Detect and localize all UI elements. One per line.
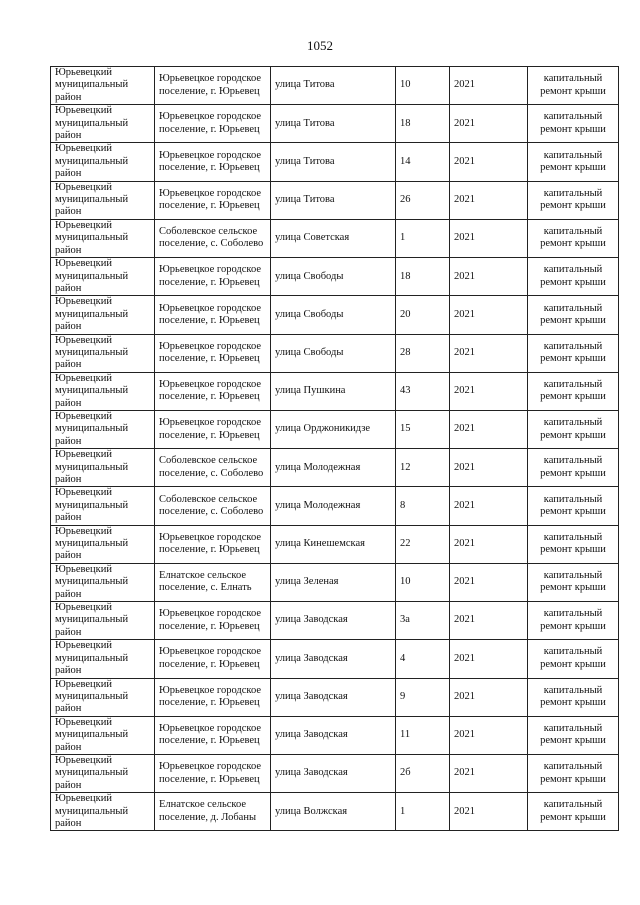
work-type-cell-text: капитальный ремонт крыши <box>540 417 606 441</box>
house-number-cell-text: 15 <box>400 423 411 435</box>
street-cell <box>271 219 396 257</box>
settlement-cell-text: Соболевское сельское поселение, с. Соболево <box>159 226 264 250</box>
table-row <box>51 67 619 105</box>
settlement-cell-text: Юрьевецкое городское поселение, г. Юрьевец <box>159 73 262 97</box>
work-type-cell-text: капитальный ремонт крыши <box>540 646 606 670</box>
house-number-cell-text: 28 <box>400 346 411 358</box>
house-number-cell <box>396 219 450 257</box>
district-cell <box>51 181 155 219</box>
year-cell-text: 2021 <box>454 538 475 550</box>
table-row <box>51 105 619 143</box>
district-cell <box>51 258 155 296</box>
house-number-cell-text: 26 <box>400 194 411 206</box>
street-cell-text: улица Кинешемская <box>275 538 365 550</box>
street-cell <box>271 372 396 410</box>
street-cell-text: улица Пушкина <box>275 385 346 397</box>
settlement-cell <box>155 793 271 831</box>
work-type-cell-text: капитальный ремонт крыши <box>540 226 606 250</box>
year-cell <box>450 296 528 334</box>
district-cell-text: Юрьевецкий муниципальный район <box>55 143 129 180</box>
settlement-cell <box>155 105 271 143</box>
work-type-cell-text: капитальный ремонт крыши <box>540 302 606 326</box>
work-type-cell-text: капитальный ремонт крыши <box>540 340 606 365</box>
work-type-cell-text: капитальный ремонт крыши <box>540 722 606 747</box>
work-type-cell-text: капитальный ремонт крыши <box>540 264 606 288</box>
house-number-cell <box>396 258 450 296</box>
house-number-cell <box>396 410 450 448</box>
district-cell-text: Юрьевецкий муниципальный район <box>55 525 129 562</box>
settlement-cell-text: Юрьевецкое городское поселение, г. Юрьевец <box>159 531 262 556</box>
settlement-cell-text: Юрьевецкое городское поселение, г. Юрьевец <box>159 417 262 441</box>
year-cell <box>450 143 528 181</box>
year-cell-text: 2021 <box>454 461 475 473</box>
year-cell <box>450 105 528 143</box>
house-number-cell-text: 12 <box>400 461 411 473</box>
settlement-cell-text: Юрьевецкое городское поселение, г. Юрьевец <box>159 302 262 326</box>
house-number-cell-text: 1 <box>400 232 406 244</box>
settlement-cell <box>155 602 271 640</box>
settlement-cell <box>155 754 271 792</box>
street-cell <box>271 105 396 143</box>
year-cell-text: 2021 <box>454 270 475 282</box>
table-row <box>51 754 619 792</box>
year-cell-text: 2021 <box>454 614 475 626</box>
district-cell-text: Юрьевецкий муниципальный район <box>55 219 129 256</box>
district-cell <box>51 105 155 143</box>
house-number-cell <box>396 449 450 487</box>
year-cell <box>450 334 528 372</box>
work-type-cell <box>528 372 619 410</box>
district-cell <box>51 372 155 410</box>
settlement-cell-text: Елнатское сельское поселение, с. Елнать <box>159 570 252 594</box>
house-number-cell <box>396 602 450 640</box>
year-cell-text: 2021 <box>454 308 475 320</box>
street-cell <box>271 67 396 105</box>
house-number-cell <box>396 372 450 410</box>
work-type-cell-text: капитальный ремонт крыши <box>540 570 606 594</box>
settlement-cell <box>155 449 271 487</box>
settlement-cell <box>155 487 271 525</box>
table-row <box>51 716 619 754</box>
district-cell <box>51 716 155 754</box>
work-type-cell <box>528 334 619 372</box>
district-cell-text: Юрьевецкий муниципальный район <box>55 181 129 218</box>
year-cell <box>450 640 528 678</box>
settlement-cell-text: Юрьевецкое городское поселение, г. Юрьевец <box>159 378 262 403</box>
table-row <box>51 296 619 334</box>
year-cell-text: 2021 <box>454 576 475 588</box>
house-number-cell-text: 18 <box>400 117 411 129</box>
district-cell <box>51 793 155 831</box>
street-cell-text: улица Заводская <box>275 767 348 779</box>
street-cell <box>271 181 396 219</box>
work-type-cell <box>528 410 619 448</box>
district-cell-text: Юрьевецкий муниципальный район <box>55 296 129 333</box>
work-type-cell <box>528 716 619 754</box>
street-cell <box>271 793 396 831</box>
settlement-cell-text: Юрьевецкое городское поселение, г. Юрьевец <box>159 340 262 365</box>
year-cell-text: 2021 <box>454 690 475 702</box>
house-number-cell-text: 10 <box>400 79 411 91</box>
work-type-cell <box>528 754 619 792</box>
settlement-cell <box>155 372 271 410</box>
house-number-cell-text: 18 <box>400 270 411 282</box>
settlement-cell-text: Юрьевецкое городское поселение, г. Юрьевец <box>159 111 262 135</box>
settlement-cell <box>155 219 271 257</box>
house-number-cell <box>396 296 450 334</box>
street-cell-text: улица Заводская <box>275 652 348 664</box>
house-number-cell <box>396 678 450 716</box>
district-cell <box>51 754 155 792</box>
district-cell-text: Юрьевецкий муниципальный район <box>55 678 129 715</box>
street-cell <box>271 525 396 563</box>
street-cell <box>271 487 396 525</box>
year-cell <box>450 449 528 487</box>
street-cell <box>271 678 396 716</box>
street-cell <box>271 716 396 754</box>
street-cell <box>271 334 396 372</box>
district-cell-text: Юрьевецкий муниципальный район <box>55 487 129 524</box>
work-type-cell <box>528 449 619 487</box>
year-cell <box>450 487 528 525</box>
house-number-cell <box>396 334 450 372</box>
district-cell <box>51 67 155 105</box>
district-cell <box>51 449 155 487</box>
year-cell <box>450 181 528 219</box>
district-cell <box>51 487 155 525</box>
work-type-cell <box>528 105 619 143</box>
house-number-cell-text: 20 <box>400 308 411 320</box>
year-cell <box>450 754 528 792</box>
house-number-cell <box>396 525 450 563</box>
registry-table <box>50 66 619 831</box>
district-cell-text: Юрьевецкий муниципальный район <box>55 334 129 371</box>
district-cell-text: Юрьевецкий муниципальный район <box>55 258 129 294</box>
table-row <box>51 410 619 448</box>
house-number-cell-text: 1 <box>400 805 406 817</box>
registry-table-body <box>51 67 619 831</box>
settlement-cell-text: Юрьевецкое городское поселение, г. Юрьевец <box>159 608 262 632</box>
year-cell <box>450 410 528 448</box>
settlement-cell <box>155 563 271 601</box>
year-cell-text: 2021 <box>454 652 475 664</box>
page-number: 1052 <box>307 38 333 53</box>
year-cell <box>450 67 528 105</box>
street-cell-text: улица Волжская <box>275 805 348 817</box>
settlement-cell-text: Юрьевецкое городское поселение, г. Юрьевец <box>159 264 262 288</box>
year-cell <box>450 678 528 716</box>
year-cell <box>450 793 528 831</box>
table-row <box>51 219 619 257</box>
settlement-cell <box>155 716 271 754</box>
settlement-cell <box>155 296 271 334</box>
year-cell-text: 2021 <box>454 499 475 511</box>
house-number-cell <box>396 105 450 143</box>
district-cell <box>51 296 155 334</box>
year-cell <box>450 563 528 601</box>
work-type-cell-text: капитальный ремонт крыши <box>540 761 606 785</box>
work-type-cell <box>528 563 619 601</box>
district-cell <box>51 640 155 678</box>
work-type-cell <box>528 67 619 105</box>
street-cell-text: улица Свободы <box>275 346 344 358</box>
district-cell <box>51 563 155 601</box>
table-row <box>51 525 619 563</box>
work-type-cell-text: капитальный ремонт крыши <box>540 493 606 518</box>
settlement-cell-text: Юрьевецкое городское поселение, г. Юрьевец <box>159 761 262 785</box>
year-cell-text: 2021 <box>454 423 475 435</box>
year-cell-text: 2021 <box>454 194 475 206</box>
year-cell <box>450 716 528 754</box>
district-cell-text: Юрьевецкий муниципальный район <box>55 67 129 103</box>
work-type-cell <box>528 793 619 831</box>
table-row <box>51 372 619 410</box>
work-type-cell-text: капитальный ремонт крыши <box>540 111 606 135</box>
district-cell-text: Юрьевецкий муниципальный район <box>55 754 129 791</box>
settlement-cell-text: Соболевское сельское поселение, с. Соболево <box>159 455 264 479</box>
year-cell <box>450 525 528 563</box>
settlement-cell-text: Юрьевецкое городское поселение, г. Юрьевец <box>159 149 262 174</box>
street-cell-text: улица Заводская <box>275 690 348 702</box>
street-cell-text: улица Молодежная <box>275 499 361 511</box>
house-number-cell <box>396 67 450 105</box>
street-cell-text: улица Титова <box>275 155 335 167</box>
settlement-cell <box>155 678 271 716</box>
work-type-cell <box>528 143 619 181</box>
district-cell <box>51 410 155 448</box>
work-type-cell <box>528 296 619 334</box>
house-number-cell-text: 14 <box>400 155 411 167</box>
work-type-cell-text: капитальный ремонт крыши <box>540 378 606 403</box>
street-cell <box>271 258 396 296</box>
house-number-cell-text: 22 <box>400 538 411 550</box>
settlement-cell <box>155 258 271 296</box>
work-type-cell-text: капитальный ремонт крыши <box>540 73 606 97</box>
district-cell-text: Юрьевецкий муниципальный район <box>55 372 129 409</box>
table-row <box>51 449 619 487</box>
district-cell-text: Юрьевецкий муниципальный район <box>55 602 129 638</box>
year-cell-text: 2021 <box>454 767 475 779</box>
settlement-cell-text: Елнатское сельское поселение, д. Лобаны <box>159 799 257 823</box>
work-type-cell-text: капитальный ремонт крыши <box>540 455 606 479</box>
house-number-cell <box>396 793 450 831</box>
work-type-cell <box>528 219 619 257</box>
work-type-cell-text: капитальный ремонт крыши <box>540 531 606 556</box>
house-number-cell-text: 10 <box>400 576 411 588</box>
work-type-cell-text: капитальный ремонт крыши <box>540 684 606 709</box>
table-row <box>51 602 619 640</box>
district-cell-text: Юрьевецкий муниципальный район <box>55 105 129 142</box>
street-cell-text: улица Свободы <box>275 270 344 282</box>
settlement-cell-text: Юрьевецкое городское поселение, г. Юрьевец <box>159 684 262 709</box>
settlement-cell <box>155 410 271 448</box>
year-cell-text: 2021 <box>454 346 475 358</box>
year-cell <box>450 258 528 296</box>
street-cell-text: улица Титова <box>275 117 335 129</box>
table-row <box>51 334 619 372</box>
house-number-cell <box>396 716 450 754</box>
street-cell-text: улица Титова <box>275 194 335 206</box>
year-cell-text: 2021 <box>454 385 475 397</box>
street-cell-text: улица Молодежная <box>275 461 361 473</box>
house-number-cell <box>396 640 450 678</box>
settlement-cell-text: Соболевское сельское поселение, с. Соболево <box>159 493 264 518</box>
year-cell <box>450 219 528 257</box>
district-cell <box>51 678 155 716</box>
district-cell-text: Юрьевецкий муниципальный район <box>55 563 129 600</box>
settlement-cell <box>155 67 271 105</box>
work-type-cell <box>528 181 619 219</box>
work-type-cell <box>528 640 619 678</box>
street-cell-text: улица Советская <box>275 232 350 244</box>
table-row <box>51 563 619 601</box>
district-cell <box>51 602 155 640</box>
house-number-cell <box>396 487 450 525</box>
work-type-cell <box>528 525 619 563</box>
settlement-cell <box>155 334 271 372</box>
street-cell <box>271 449 396 487</box>
street-cell <box>271 602 396 640</box>
work-type-cell-text: капитальный ремонт крыши <box>540 149 606 174</box>
house-number-cell-text: 4 <box>400 652 406 664</box>
district-cell-text: Юрьевецкий муниципальный район <box>55 449 129 485</box>
street-cell-text: улица Титова <box>275 79 335 91</box>
house-number-cell-text: 2б <box>400 767 411 779</box>
house-number-cell <box>396 143 450 181</box>
settlement-cell-text: Юрьевецкое городское поселение, г. Юрьевец <box>159 722 262 747</box>
settlement-cell <box>155 640 271 678</box>
work-type-cell-text: капитальный ремонт крыши <box>540 799 606 823</box>
table-row <box>51 640 619 678</box>
work-type-cell <box>528 678 619 716</box>
year-cell-text: 2021 <box>454 155 475 167</box>
year-cell-text: 2021 <box>454 232 475 244</box>
house-number-cell-text: 9 <box>400 690 406 702</box>
settlement-cell <box>155 143 271 181</box>
district-cell-text: Юрьевецкий муниципальный район <box>55 716 129 753</box>
table-row <box>51 258 619 296</box>
house-number-cell-text: 11 <box>400 729 411 741</box>
work-type-cell-text: капитальный ремонт крыши <box>540 608 606 632</box>
work-type-cell <box>528 258 619 296</box>
district-cell-text: Юрьевецкий муниципальный район <box>55 793 129 829</box>
year-cell <box>450 372 528 410</box>
house-number-cell-text: 3а <box>400 614 410 626</box>
street-cell-text: улица Зеленая <box>275 576 339 588</box>
street-cell-text: улица Заводская <box>275 614 348 626</box>
table-row <box>51 181 619 219</box>
table-row <box>51 793 619 831</box>
table-row <box>51 143 619 181</box>
district-cell <box>51 219 155 257</box>
work-type-cell-text: капитальный ремонт крыши <box>540 187 606 212</box>
street-cell <box>271 563 396 601</box>
year-cell <box>450 602 528 640</box>
year-cell-text: 2021 <box>454 805 475 817</box>
settlement-cell <box>155 525 271 563</box>
year-cell-text: 2021 <box>454 79 475 91</box>
street-cell-text: улица Свободы <box>275 308 344 320</box>
house-number-cell-text: 8 <box>400 499 406 511</box>
house-number-cell <box>396 181 450 219</box>
work-type-cell <box>528 602 619 640</box>
street-cell <box>271 410 396 448</box>
street-cell <box>271 296 396 334</box>
table-row <box>51 487 619 525</box>
house-number-cell <box>396 754 450 792</box>
street-cell <box>271 754 396 792</box>
settlement-cell-text: Юрьевецкое городское поселение, г. Юрьевец <box>159 187 262 212</box>
work-type-cell <box>528 487 619 525</box>
district-cell-text: Юрьевецкий муниципальный район <box>55 410 129 447</box>
street-cell-text: улица Орджоникидзе <box>275 423 371 435</box>
settlement-cell-text: Юрьевецкое городское поселение, г. Юрьевец <box>159 646 262 670</box>
year-cell-text: 2021 <box>454 117 475 129</box>
district-cell <box>51 334 155 372</box>
street-cell-text: улица Заводская <box>275 729 348 741</box>
year-cell-text: 2021 <box>454 729 475 741</box>
street-cell <box>271 143 396 181</box>
table-row <box>51 678 619 716</box>
district-cell <box>51 525 155 563</box>
house-number-cell-text: 43 <box>400 385 411 397</box>
district-cell-text: Юрьевецкий муниципальный район <box>55 640 129 677</box>
district-cell <box>51 143 155 181</box>
street-cell <box>271 640 396 678</box>
settlement-cell <box>155 181 271 219</box>
house-number-cell <box>396 563 450 601</box>
